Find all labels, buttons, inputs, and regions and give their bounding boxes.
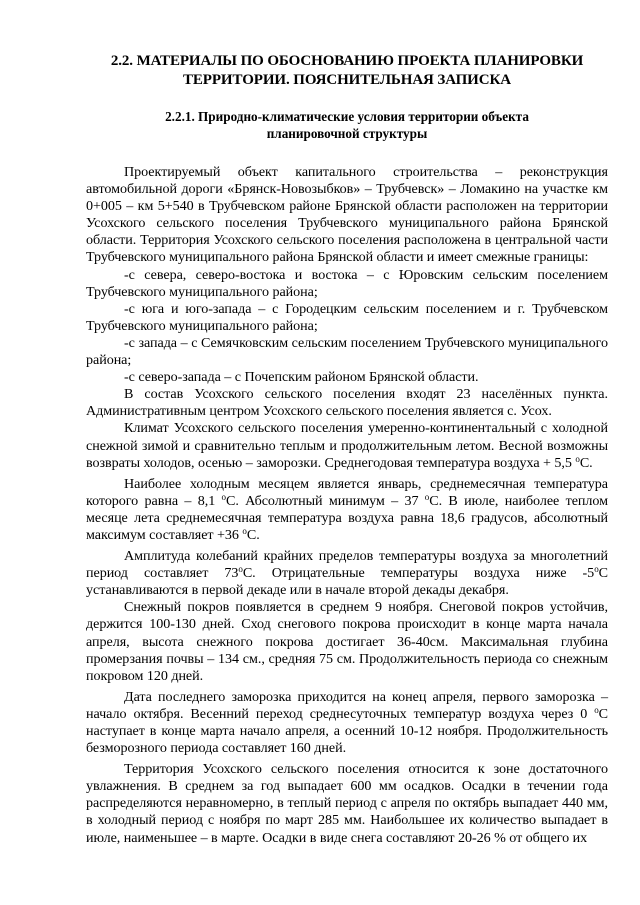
degree-mark: о — [594, 564, 599, 575]
section-title — [86, 52, 608, 90]
degree-mark: о — [594, 704, 599, 715]
subsection-title-line-1: 2.2.1. Природно-климатические условия территории объекта — [165, 109, 529, 124]
subsection-title — [86, 108, 608, 142]
paragraph-snow-cover: Снежный покров появляется в среднем 9 ноября. Снеговой покров устойчив, держится 100-130 дней. Сход снегового покрова происходит в конце марта начала апреля, высота снежного покрова достигает 36-40см. Максимальная глубина промерзания почвы – 134 см., средняя 75 см. Продолжительность периода со снежным покровом 120 дней. — [86, 599, 608, 684]
subsection-title-line-2: планировочной структуры — [266, 126, 428, 141]
degree-mark: о — [238, 564, 243, 575]
paragraph-border-north: -с севера, северо-востока и востока – с Юровским сельским поселением Трубчевского муниципального района; — [86, 266, 608, 300]
degree-mark: о — [424, 491, 430, 502]
paragraph-climate: Климат Усохского сельского поселения умеренно-континентальный с холодной снежной зимой и сравнительно теплым и продолжительным летом. Весной возможны возвраты холодов, осенью – заморозки. Среднегодовая температура воздуха + 5,5 $^о$С. — [86, 420, 608, 471]
paragraph-amplitude: Амплитуда колебаний крайних пределов температуры воздуха за многолетний период составляет $73^оС$. Отрицательные температуры воздуха ниже $-5^оС$ устанавливаются в первой декаде или в начале второй декады декабря. — [86, 548, 608, 599]
paragraph-temperatures: Наиболее холодным месяцем является январь, среднемесячная температура которого равна – 8,1 $^о$С. Абсолютный минимум – 37 $^о$С. В июле, наиболее теплом месяце лета среднемесячная температура воздуха равна 18,6 градусов, абсолютный максимум составляет +36 $^о$С. — [86, 475, 608, 543]
paragraph-border-west: -с запада – с Семячковским сельским поселением Трубчевского муниципального района; — [86, 334, 608, 369]
paragraph-frost: Дата последнего заморозка приходится на конец апреля, первого заморозка – начало октября. Весенний переход среднесуточных температур воздуха через 0 $^о$С наступает в конце марта начало апреля, а осенний 10-12 ноября. Продолжительность безморозного периода составляет 160 дней. — [86, 688, 608, 757]
section-title-line-1: 2.2. МАТЕРИАЛЫ ПО ОБОСНОВАНИЮ ПРОЕКТА ПЛАНИРОВКИ — [110, 53, 584, 69]
paragraph-precipitation: Территория Усохского сельского поселения относится к зоне достаточного увлажнения. В среднем за год выпадает 600 мм осадков. Осадки в течении года распределяются неравномерно, в теплый период с апреля по октябрь выпадает 440 мм, в холодный период с ноября по март 285 мм. Наибольшее их количество выпадает в июле, наименьшее – в марте. Осадки в виде снега составляют 20-26 % от общего их — [86, 761, 608, 846]
degree-mark: о — [575, 453, 580, 464]
paragraph-location: Проектируемый объект капитального строительства – реконструкция автомобильной дороги «Брянск-Новозыбков» – Трубчевск» – Ломакино на участке км 0+005 – км 5+540 в Трубчевском районе Брянской области расположен на территории Усохского сельского поселения Трубчевского муниципального района Брянской области. Территория Усохского сельского поселения расположена в центральной части Трубчевского муниципального района Брянской области и имеет смежные границы: — [86, 164, 608, 266]
degree-mark: о — [221, 491, 226, 502]
paragraph-border-northwest: -с северо-запада – с Почепским районом Брянской области. — [124, 369, 479, 386]
degree-mark: о — [242, 525, 247, 536]
paragraph-settlements: В состав Усохского сельского поселения входят 23 населённых пункта. Административным центром Усохского сельского поселения является с. Усох. — [86, 386, 608, 420]
paragraph-border-south: -с юга и юго-запада – с Городецким сельским поселением и г. Трубчевском Трубчевского муниципального района; — [86, 300, 608, 334]
document-body — [86, 164, 608, 847]
section-title-line-2: ТЕРРИТОРИИ. ПОЯСНИТЕЛЬНАЯ ЗАПИСКА — [182, 72, 511, 88]
